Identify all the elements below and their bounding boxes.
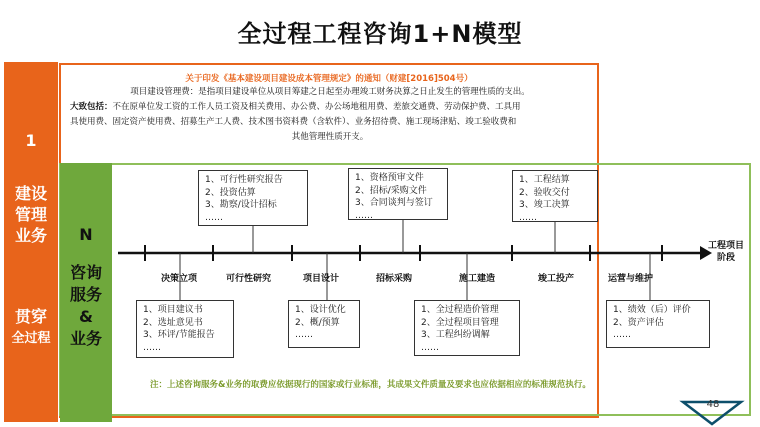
list-item: …… (519, 212, 537, 223)
green-line: 服务 (69, 285, 102, 304)
list-item: …… (295, 330, 313, 340)
list-item: 3、工程纠纷调解 (421, 330, 490, 340)
stage-label: 施工建造 (459, 274, 496, 284)
list-item: 2、选址意见书 (143, 317, 203, 328)
completion-box (512, 170, 598, 222)
band-one-label: 1 (25, 131, 37, 150)
list-item: 3、勘察/设计招标 (205, 200, 277, 210)
page-number: 48 (706, 399, 720, 410)
list-item: …… (421, 342, 439, 353)
list-item: …… (613, 330, 631, 340)
list-item: 1、项目建议书 (143, 305, 203, 315)
list-item: 1、绩效（后）评价 (613, 305, 691, 315)
green-line: 咨询 (69, 263, 102, 282)
cost-scope-line: 其他管理性质开支。 (291, 132, 369, 142)
page-title: 全过程工程咨询1+N模型 (237, 20, 523, 48)
green-line: 业务 (69, 329, 102, 348)
list-item: 2、全过程项目管理 (421, 317, 499, 328)
band-line: 建设 (14, 184, 47, 203)
list-item: 3、合同谈判与签订 (355, 198, 433, 208)
list-item: 2、验收交付 (519, 187, 570, 198)
list-item: 2、招标/采购文件 (355, 185, 427, 196)
list-item: 1、可行性研究报告 (205, 175, 283, 185)
band-line: 管理 (14, 205, 47, 224)
notice-title: 关于印发《基本建设项目建设成本管理规定》的通知（财建[2016]504号） (185, 74, 473, 84)
list-item: 2、资产评估 (613, 317, 664, 328)
stage-label: 竣工投产 (538, 274, 575, 284)
stage-label: 项目设计 (303, 274, 340, 284)
axis-end-line: 阶段 (717, 253, 736, 263)
axis-end-line: 工程项目 (708, 241, 745, 251)
band-line: 全过程 (11, 331, 51, 346)
list-item: 2、投资估算 (205, 187, 256, 198)
operation-box (606, 300, 710, 348)
list-item: 3、环评/节能报告 (143, 330, 215, 340)
cost-scope-heading: 大致包括： (70, 102, 113, 112)
list-item: 1、资格预审文件 (355, 173, 424, 183)
design-box (288, 300, 360, 348)
list-item: 2、概/预算 (295, 317, 340, 328)
procurement-box (348, 168, 448, 220)
band-line: 业务 (14, 226, 47, 245)
cost-definition: 项目建设管理费：是指项目建设单位从项目筹建之日起至办理竣工财务决算之日止发生的管理性质的支出。 (130, 87, 530, 97)
stage-label: 可行性研究 (226, 274, 272, 284)
decision-box (136, 300, 234, 358)
feasibility-box (198, 170, 308, 226)
axis-end-label (708, 240, 744, 264)
list-item: …… (355, 210, 373, 221)
list-item: 3、竣工决算 (519, 200, 570, 210)
band-line: 贯穿 (14, 307, 47, 326)
list-item: …… (205, 212, 223, 223)
stage-label: 运营与维护 (608, 274, 654, 284)
footnote: 注：上述咨询服务&业务的取费应依据现行的国家或行业标准，其成果文件质量及要求也应依据相应的标准规范执行。 (150, 380, 591, 390)
construction-box (414, 300, 520, 356)
stage-label: 决策立项 (161, 274, 198, 284)
cost-scope-line: 具使用费、固定资产使用费、招募生产工人费、技术图书资料费（含软件）、业务招待费、施工现场津贴、竣工验收费和 (70, 117, 517, 127)
cost-scope-text: 不在原单位发工资的工作人员工资及相关费用、办公费、办公场地租用费、差旅交通费、劳动保护费、工具用 (112, 102, 521, 112)
n-label: N (79, 225, 93, 244)
green-line: & (79, 307, 93, 326)
list-item: 1、工程结算 (519, 175, 570, 185)
list-item: 1、设计优化 (295, 305, 346, 315)
stage-label: 招标采购 (376, 274, 413, 284)
list-item: 1、全过程造价管理 (421, 305, 499, 315)
list-item: …… (143, 342, 161, 353)
